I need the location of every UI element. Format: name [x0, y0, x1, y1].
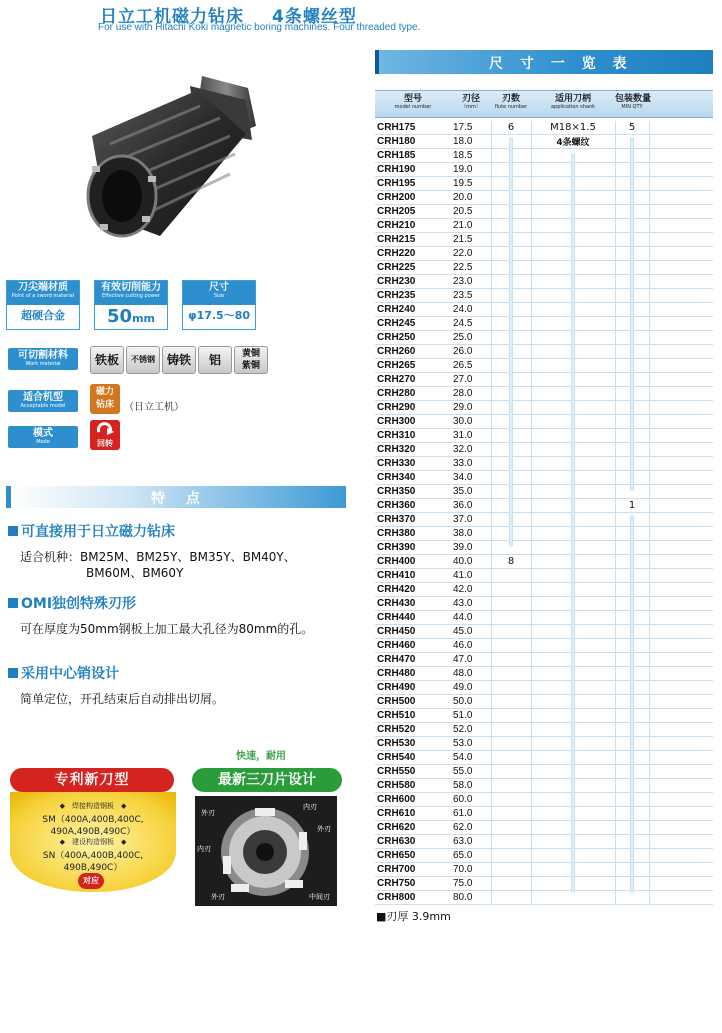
diameter-value: 37.0: [453, 514, 473, 525]
diameter-value: 44.0: [453, 612, 473, 623]
acceptable-model-label-cn: 适合机型: [23, 392, 63, 403]
model-number: CRH215: [377, 234, 416, 245]
table-row: [375, 779, 713, 793]
mode-label-cn: 模式: [33, 428, 53, 439]
table-row: [375, 177, 713, 191]
diameter-value: 33.0: [453, 458, 473, 469]
feature-text-3: 简单定位，开孔结束后自动排出切屑。: [20, 692, 225, 706]
three-blade-image: [195, 796, 337, 906]
col-header-model-en: model number: [394, 104, 432, 110]
diameter-value: 65.0: [453, 850, 473, 861]
spec-material-head: [7, 281, 79, 305]
col-header-shank-en: application shank: [550, 104, 596, 110]
diameter-value: 20.5: [453, 206, 473, 217]
model-number: CRH400: [377, 556, 416, 567]
table-row: [375, 709, 713, 723]
table-row: [375, 695, 713, 709]
table-row: [375, 303, 713, 317]
size-table-body: [375, 121, 713, 905]
model-number: CRH550: [377, 766, 416, 777]
model-number: CRH250: [377, 332, 416, 343]
diameter-value: 30.0: [453, 416, 473, 427]
col-header-diameter-en: （mm）: [461, 104, 481, 110]
col-header-flute-en: flute number: [494, 104, 528, 110]
model-number: CRH600: [377, 794, 416, 805]
table-row: [375, 219, 713, 233]
diameter-value: 70.0: [453, 864, 473, 875]
table-row: [375, 681, 713, 695]
material-brass-copper: 黄铜 紫铜: [234, 346, 268, 374]
features-band: [6, 486, 346, 508]
model-number: CRH280: [377, 388, 416, 399]
table-row: [375, 457, 713, 471]
three-blade-title: 最新三刀片设计: [192, 768, 342, 792]
model-number: CRH580: [377, 780, 416, 791]
table-row: [375, 891, 713, 905]
model-number: CRH185: [377, 150, 416, 161]
table-row: [375, 877, 713, 891]
model-number: CRH240: [377, 304, 416, 315]
diameter-value: 49.0: [453, 682, 473, 693]
diameter-value: 47.0: [453, 654, 473, 665]
features-band-title: 特 点: [151, 491, 208, 507]
diameter-value: 61.0: [453, 808, 473, 819]
spec-material-label-en: Point of a sword material: [11, 293, 75, 299]
table-row: [375, 737, 713, 751]
feature-text-1b: BM60M、BM60Y: [86, 566, 184, 580]
qty-range-arrow-2: [630, 515, 634, 893]
flute-range-arrow: [509, 137, 513, 547]
table-row: [375, 821, 713, 835]
diameter-value: 38.0: [453, 528, 473, 539]
model-number: CRH350: [377, 486, 416, 497]
model-number: CRH370: [377, 514, 416, 525]
table-row: [375, 345, 713, 359]
diameter-value: 46.0: [453, 640, 473, 651]
table-row: [375, 597, 713, 611]
diameter-value: 63.0: [453, 836, 473, 847]
diameter-value: 17.5: [453, 122, 473, 133]
table-row: [375, 289, 713, 303]
model-number: CRH700: [377, 864, 416, 875]
diameter-value: 31.0: [453, 430, 473, 441]
spec-size-head: [183, 281, 255, 305]
spec-size: [182, 280, 256, 330]
model-number: CRH190: [377, 164, 416, 175]
col-divider: [649, 121, 650, 905]
spec-size-label-en: Size: [213, 293, 225, 299]
material-stainless: 不锈钢: [126, 346, 160, 374]
table-row: [375, 863, 713, 877]
diameter-value: 54.0: [453, 752, 473, 763]
diameter-value: 52.0: [453, 724, 473, 735]
spec-material-label: 刀尖端材质: [18, 282, 68, 293]
feature-text-2: 可在厚度为50mm钢板上加工最大孔径为80mm的孔。: [20, 622, 314, 636]
diameter-value: 19.5: [453, 178, 473, 189]
table-row: [375, 793, 713, 807]
table-row: [375, 583, 713, 597]
model-number: CRH450: [377, 626, 416, 637]
diameter-value: 22.0: [453, 248, 473, 259]
table-row: [375, 625, 713, 639]
magnetic-drill-icon: 磁力 钻床: [90, 384, 120, 414]
spec-power: [94, 280, 168, 330]
col-header-qty-cn: 包装数量: [615, 94, 652, 104]
model-number: CRH320: [377, 444, 416, 455]
diameter-value: 32.0: [453, 444, 473, 455]
model-number: CRH440: [377, 612, 416, 623]
model-number: CRH245: [377, 318, 416, 329]
shank-value-line1: M18×1.5: [550, 122, 596, 133]
model-number: CRH195: [377, 178, 416, 189]
diameter-value: 23.5: [453, 290, 473, 301]
model-number: CRH520: [377, 724, 416, 735]
diameter-value: 62.0: [453, 822, 473, 833]
table-row: [375, 555, 713, 569]
rotation-icon-text: 回转: [97, 439, 113, 448]
model-number: CRH800: [377, 892, 416, 903]
material-cast-iron: 铸铁: [162, 346, 196, 374]
diameter-value: 35.0: [453, 486, 473, 497]
patent-stamp: 对应: [78, 873, 104, 889]
table-row: [375, 541, 713, 555]
model-number: CRH340: [377, 472, 416, 483]
model-number: CRH630: [377, 836, 416, 847]
table-row: [375, 471, 713, 485]
col-header-diameter: [451, 94, 491, 111]
table-row: [375, 849, 713, 863]
table-row: [375, 149, 713, 163]
model-number: CRH270: [377, 374, 416, 385]
col-divider: [531, 121, 532, 905]
flute-value-6: 6: [507, 122, 515, 133]
spec-material-value: 超硬合金: [21, 309, 65, 322]
blade-thickness-note: ■刃厚 3.9mm: [376, 910, 451, 923]
spec-power-unit: mm: [132, 312, 155, 325]
diameter-value: 36.0: [453, 500, 473, 511]
table-row: [375, 527, 713, 541]
model-number: CRH500: [377, 696, 416, 707]
col-header-model-cn: 型号: [403, 94, 422, 104]
table-row: [375, 359, 713, 373]
table-row: [375, 233, 713, 247]
acceptable-model-label-en: Acceptable model: [20, 403, 66, 409]
diameter-value: 21.0: [453, 220, 473, 231]
shank-range-arrow: [571, 153, 575, 893]
blade-label-middle: 中间刃: [309, 893, 330, 901]
model-number: CRH380: [377, 528, 416, 539]
table-row: [375, 765, 713, 779]
table-row: [375, 639, 713, 653]
diameter-value: 58.0: [453, 780, 473, 791]
diameter-value: 24.0: [453, 304, 473, 315]
table-row: [375, 373, 713, 387]
diameter-value: 50.0: [453, 696, 473, 707]
table-row: [375, 667, 713, 681]
patent-line-1: ◆ 焊接构造钢板 ◆: [59, 802, 127, 810]
blade-label-inner-1: 内刃: [303, 803, 317, 811]
diameter-value: 80.0: [453, 892, 473, 903]
diameter-value: 43.0: [453, 598, 473, 609]
spec-power-value: [95, 305, 167, 331]
table-row: [375, 163, 713, 177]
diameter-value: 24.5: [453, 318, 473, 329]
title-main: 日立工机磁力钻床: [100, 7, 244, 27]
model-number: CRH390: [377, 542, 416, 553]
col-divider: [491, 121, 492, 905]
qty-value-5: 5: [628, 122, 636, 133]
table-row: [375, 317, 713, 331]
material-aluminum: 铝: [198, 346, 232, 374]
spec-size-label: 尺寸: [209, 282, 229, 293]
table-row: [375, 807, 713, 821]
spec-size-value: φ17.5～80: [187, 309, 251, 322]
table-row: [375, 331, 713, 345]
model-number: CRH175: [377, 122, 416, 133]
table-row: [375, 653, 713, 667]
col-header-diameter-cn: 刃径: [461, 94, 480, 104]
diameter-value: 23.0: [453, 276, 473, 287]
diameter-value: 28.0: [453, 388, 473, 399]
work-material-label: [8, 348, 78, 370]
model-number: CRH430: [377, 598, 416, 609]
patent-line-5: SN（400A,400B,400C,: [42, 851, 144, 861]
table-row: [375, 513, 713, 527]
model-number: CRH265: [377, 360, 416, 371]
table-row: [375, 723, 713, 737]
diameter-value: 39.0: [453, 542, 473, 553]
diameter-value: 34.0: [453, 472, 473, 483]
model-number: CRH650: [377, 850, 416, 861]
diameter-value: 55.0: [453, 766, 473, 777]
annular-cutter-image: [70, 66, 270, 246]
model-number: CRH420: [377, 584, 416, 595]
patent-title: 专利新刀型: [10, 768, 174, 792]
model-number: CRH530: [377, 738, 416, 749]
flute-value-8: 8: [507, 556, 515, 567]
size-table-title: 尺 寸 一 览 表: [489, 56, 633, 72]
table-row: [375, 275, 713, 289]
diameter-value: 51.0: [453, 710, 473, 721]
patent-line-2: SM（400A,400B,400C,: [42, 815, 144, 825]
rotation-icon: [90, 420, 120, 450]
table-row: [375, 387, 713, 401]
col-header-flute-cn: 刃数: [501, 94, 520, 104]
model-number: CRH230: [377, 276, 416, 287]
col-header-shank: [531, 94, 615, 111]
model-number: CRH510: [377, 710, 416, 721]
feature-heading-3: 采用中心销设计: [8, 663, 119, 683]
table-row: [375, 191, 713, 205]
diameter-value: 45.0: [453, 626, 473, 637]
model-number: CRH180: [377, 136, 416, 147]
diameter-value: 18.0: [453, 136, 473, 147]
diameter-value: 40.0: [453, 556, 473, 567]
title-sub: 4条螺丝型: [272, 7, 357, 27]
size-table-header: [375, 90, 713, 118]
feature-heading-1: 可直接用于日立磁力钻床: [8, 521, 175, 541]
spec-material: [6, 280, 80, 330]
model-number: CRH210: [377, 220, 416, 231]
table-row: [375, 261, 713, 275]
size-table-band: [375, 50, 713, 74]
model-number: CRH410: [377, 570, 416, 581]
table-row: [375, 751, 713, 765]
diameter-value: 42.0: [453, 584, 473, 595]
table-row: [375, 485, 713, 499]
model-number: CRH620: [377, 822, 416, 833]
model-number: CRH290: [377, 402, 416, 413]
diameter-value: 21.5: [453, 234, 473, 245]
table-row: [375, 415, 713, 429]
table-row: [375, 499, 713, 513]
table-row: [375, 429, 713, 443]
patent-line-6: 490B,490C）: [63, 863, 123, 873]
table-row: [375, 569, 713, 583]
qty-value-1: 1: [628, 500, 636, 511]
model-number: CRH610: [377, 808, 416, 819]
col-header-shank-cn: 适用刀柄: [554, 94, 591, 104]
col-divider: [615, 121, 616, 905]
table-row: [375, 835, 713, 849]
model-number: CRH260: [377, 346, 416, 357]
model-number: CRH300: [377, 416, 416, 427]
diameter-value: 20.0: [453, 192, 473, 203]
blade-label-outer-3: 外刃: [211, 893, 225, 901]
table-row: [375, 611, 713, 625]
feature-heading-2: OMI独创特殊刃形: [8, 593, 136, 613]
model-number: CRH360: [377, 500, 416, 511]
material-steel: 铁板: [90, 346, 124, 374]
model-number: CRH750: [377, 878, 416, 889]
rotation-arrow-icon: [90, 420, 120, 438]
diameter-value: 25.0: [453, 332, 473, 343]
diameter-value: 53.0: [453, 738, 473, 749]
model-number: CRH540: [377, 752, 416, 763]
diameter-value: 27.0: [453, 374, 473, 385]
feature-text-1a: 适合机种：BM25M、BM25Y、BM35Y、BM40Y、: [20, 550, 296, 564]
patent-line-4: ◆ 建设构造钢板 ◆: [59, 838, 127, 846]
model-number: CRH480: [377, 668, 416, 679]
model-number: CRH470: [377, 654, 416, 665]
acceptable-model-value: （日立工机）: [124, 402, 184, 413]
model-number: CRH200: [377, 192, 416, 203]
spec-power-label: 有效切削能力: [101, 282, 161, 293]
page-subtitle: For use with Hitachi Koki magnetic boring machines. Four threaded type.: [98, 22, 421, 33]
col-header-flute: [491, 94, 531, 111]
col-header-qty: [615, 94, 652, 111]
mode-label: [8, 426, 78, 448]
spec-power-head: [95, 281, 167, 305]
diameter-value: 41.0: [453, 570, 473, 581]
work-material-label-cn: 可切割材料: [18, 350, 68, 361]
diameter-value: 26.0: [453, 346, 473, 357]
patent-line-3: 490A,490B,490C）: [50, 827, 136, 837]
diameter-value: 48.0: [453, 668, 473, 679]
model-number: CRH225: [377, 262, 416, 273]
model-number: CRH490: [377, 682, 416, 693]
spec-power-label-en: Effective cutting power: [101, 293, 161, 299]
diameter-value: 26.5: [453, 360, 473, 371]
diameter-value: 75.0: [453, 878, 473, 889]
table-row: [375, 401, 713, 415]
shank-value-line2: 4条螺纹: [556, 138, 590, 148]
col-header-model: [375, 94, 451, 111]
blade-label-inner-2: 内刃: [197, 845, 211, 853]
diameter-value: 19.0: [453, 164, 473, 175]
model-number: CRH460: [377, 640, 416, 651]
model-number: CRH205: [377, 206, 416, 217]
mode-label-en: Mode: [36, 439, 50, 445]
blade-label-outer-2: 外刃: [317, 825, 331, 833]
spec-power-number: 50: [107, 306, 133, 327]
diameter-value: 18.5: [453, 150, 473, 161]
table-row: [375, 443, 713, 457]
col-header-qty-en: MIN QTY: [621, 104, 643, 110]
acceptable-model-label: [8, 390, 78, 412]
table-row: [375, 247, 713, 261]
three-blade-tagline: 快速，耐用: [236, 751, 286, 762]
model-number: CRH235: [377, 290, 416, 301]
blade-label-outer-1: 外刃: [201, 809, 215, 817]
model-number: CRH310: [377, 430, 416, 441]
diameter-value: 29.0: [453, 402, 473, 413]
cutter-top-view-icon: [195, 796, 337, 906]
diameter-value: 22.5: [453, 262, 473, 273]
table-row: [375, 205, 713, 219]
work-material-label-en: Work material: [25, 361, 61, 367]
qty-range-arrow-1: [630, 137, 634, 491]
diameter-value: 60.0: [453, 794, 473, 805]
model-number: CRH330: [377, 458, 416, 469]
model-number: CRH220: [377, 248, 416, 259]
